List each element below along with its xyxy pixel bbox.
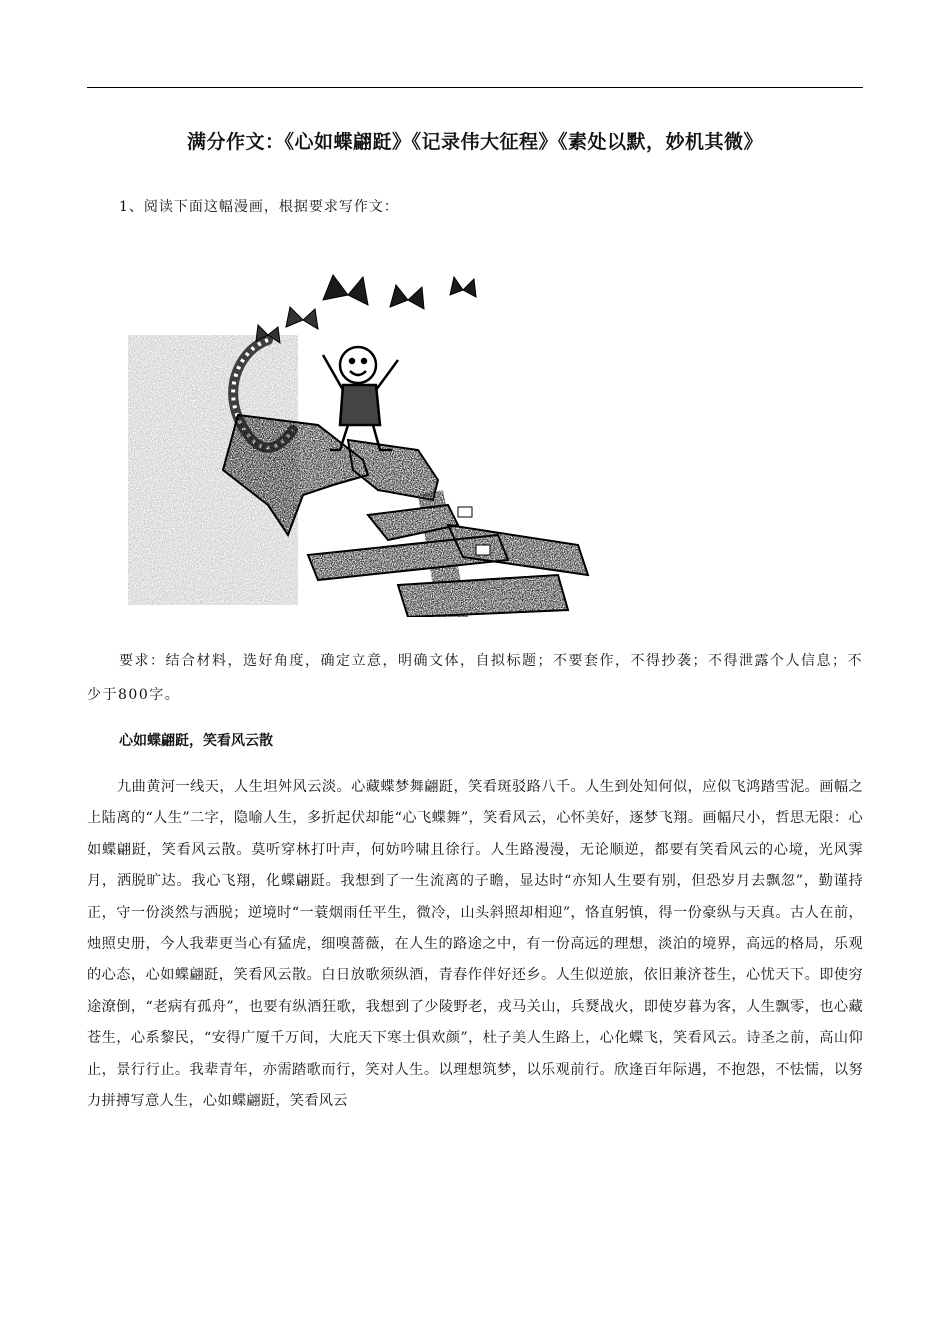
- page-title: 满分作文：《心如蝶翩跹》《记录伟大征程》《素处以默，妙机其微》: [186, 131, 763, 153]
- cartoon-illustration: [118, 245, 678, 617]
- essay-requirement: 要求：结合材料，选好角度，确定立意，明确文体，自拟标题；不要套作，不得抄袭；不得泄露个人信息；不少于800字。: [87, 653, 863, 703]
- question-prompt: 1、阅读下面这幅漫画，根据要求写作文：: [119, 199, 399, 215]
- butterfly-icon: [286, 307, 318, 329]
- butterfly-icon: [323, 275, 368, 305]
- header-rule: [87, 87, 863, 88]
- child-figure: [323, 347, 398, 450]
- grid-square: [458, 507, 472, 517]
- essay-title: 心如蝶翩跹，笑看风云散: [119, 733, 273, 749]
- essay-body: 九曲黄河一线天，人生坦舛风云淡。心藏蝶梦舞翩跹，笑看斑驳路八千。人生到处知何似，应似飞鸿踏雪泥。画幅之上陆离的“人生”二字，隐喻人生，多折起伏却能“心飞蝶舞”，笑看风云，心怀美好，逐梦飞翔。画幅尺小，哲思无限：心如蝶翩跹，笑看风云散。莫听穿林打叶声，何妨吟啸且徐行。人生路漫漫，无论顺逆，都要有笑看风云的心境，光风霁月，洒脱旷达。我心飞翔，化蝶翩跹。我想到了一生流离的子瞻，显达时“亦知人生要有别，但恐岁月去飘忽”，勤谨持正，守一份淡然与洒脱；逆境时“一蓑烟雨任平生，微冷，山头斜照却相迎”，恪直躬慎，得一份豪纵与天真。古人在前，烛照史册，今人我辈更当心有猛虎，细嗅蔷薇，在人生的路途之中，有一份高远的理想，淡泊的境界，高远的格局，乐观的心态，心如蝶翩跹，笑看风云散。白日放歌须纵酒，青春作伴好还乡。人生似逆旅，依旧兼济苍生，心忧天下。即使穷途潦倒，“老病有孤舟”，也要有纵酒狂歌，我想到了少陵野老，戎马关山，兵燹战火，即使岁暮为客，人生飘零，也心藏苍生，心系黎民，“安得广厦千万间，大庇天下寒士俱欢颜”，杜子美人生路上，心化蝶飞，笑看风云。诗圣之前，高山仰止，景行行止。我辈青年，亦需踏歌而行，笑对人生。以理想筑梦，以乐观前行。欣逢百年际遇，不抱怨，不怯懦，以努力拼搏写意人生，心如蝶翩跹，笑看风云: [87, 779, 863, 1110]
- character-sheng: [308, 490, 588, 617]
- butterfly-icon: [450, 277, 476, 297]
- butterfly-icon: [390, 285, 424, 309]
